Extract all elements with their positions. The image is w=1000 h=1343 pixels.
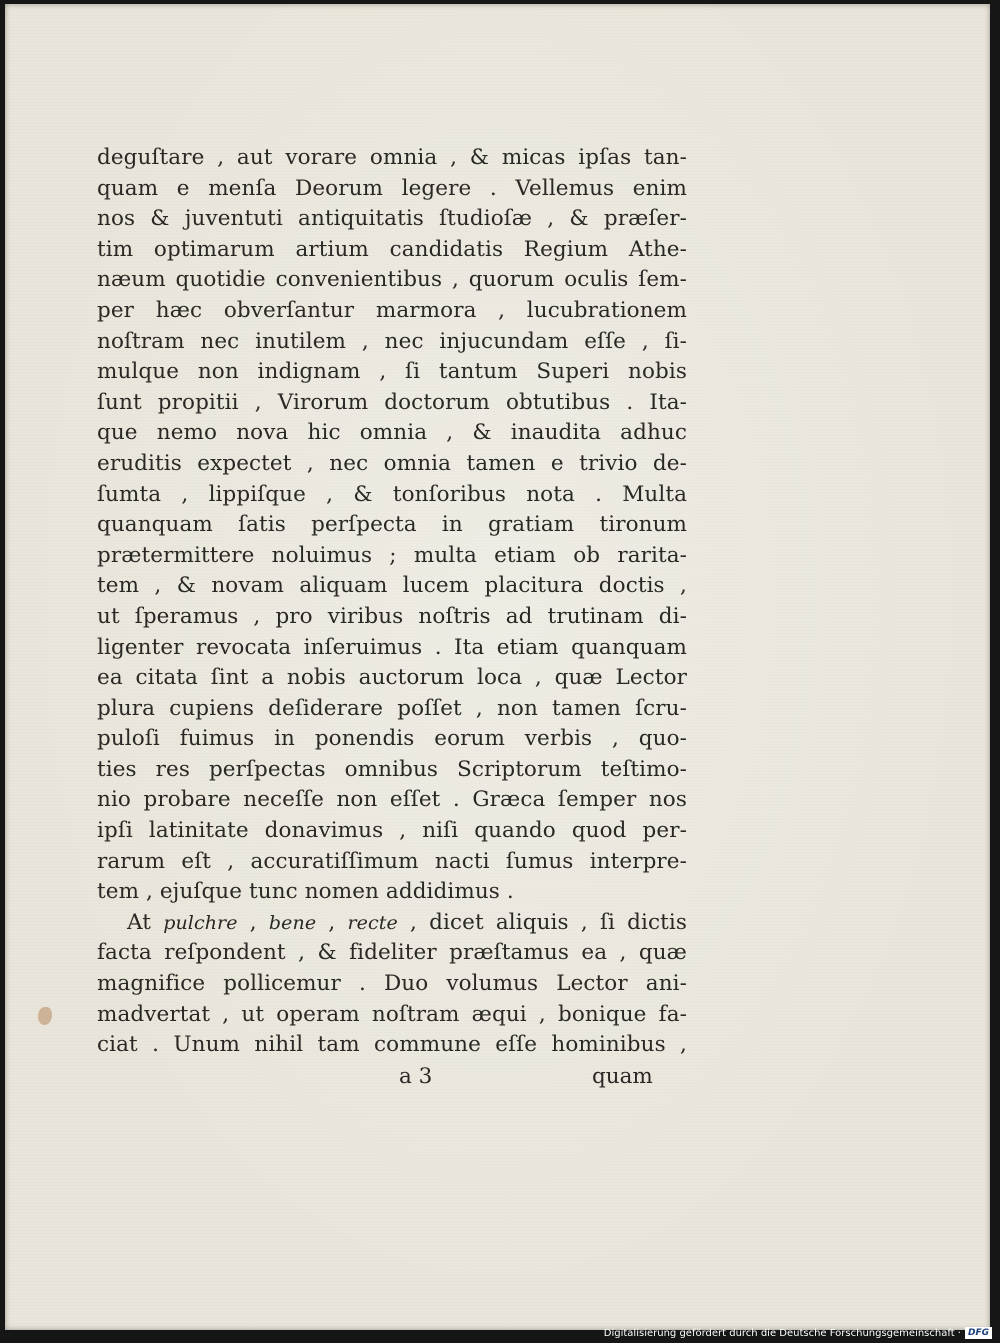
text-line: puloſi fuimus in ponendis eorum verbis , quo- xyxy=(97,726,687,752)
paragraph-opening-line xyxy=(97,908,687,939)
italic-word: pulchre xyxy=(163,911,238,934)
signature-mark: a 3 xyxy=(399,1064,433,1089)
text-line: plura cupiens deſiderare poſſet , non tamen ſcru- xyxy=(97,695,687,721)
text-line: næum quotidie convenientibus , quorum oculis ſem- xyxy=(97,267,687,293)
text-separator: , xyxy=(237,909,269,935)
text-line: ſunt propitii , Virorum doctorum obtutibus . Ita- xyxy=(97,389,687,415)
text-line: mulque non indignam , ſi tantum Superi nobis xyxy=(97,359,687,385)
text-line: nio probare neceſſe non eſſet . Græca ſemper nos xyxy=(97,787,687,813)
credit-text: Digitalisierung gefördert durch die Deutsche Forschungsgemeinschaft · xyxy=(603,1327,961,1339)
text-line: rarum eſt , accuratiſſimum nacti ſumus interpre- xyxy=(97,848,687,874)
text-line: prætermittere noluimus ; multa etiam ob rarita- xyxy=(97,542,687,568)
text-line: per hæc obverſantur marmora , lucubrationem xyxy=(97,297,687,323)
text-line: deguſtare , aut vorare omnia , & micas ipſas tan- xyxy=(97,145,687,170)
text-line: que nemo nova hic omnia , & inaudita adhuc xyxy=(97,420,687,446)
text-line: quanquam ſatis perſpecta in gratiam tironum xyxy=(97,512,687,538)
paper-stain xyxy=(38,1007,52,1025)
text-fragment: , dicet aliquis , ſi dictis xyxy=(397,909,688,935)
page-foot xyxy=(97,1062,687,1092)
text-line: ipſi latinitate donavimus , niſi quando quod per- xyxy=(97,818,687,844)
digitization-credit xyxy=(604,1326,992,1340)
text-line: tim optimarum artium candidatis Regium Athe- xyxy=(97,236,687,262)
text-line: tem , & novam aliquam lucem placitura doctis , xyxy=(97,573,687,599)
text-line: nos & juventuti antiquitatis ſtudioſæ , & præſer- xyxy=(97,206,687,232)
italic-word: bene xyxy=(268,911,317,934)
text-line: ea citata ſint a nobis auctorum loca , quæ Lector xyxy=(97,665,687,691)
text-line: ciat . Unum nihil tam commune eſſe hominibus , xyxy=(97,1032,687,1058)
text-line: ſumta , lippiſque , & tonſoribus nota . Multa xyxy=(97,481,687,507)
text-line: tem , ejuſque tunc nomen addidimus . xyxy=(97,879,514,905)
text-line: madvertat , ut operam noſtram æqui , bonique fa- xyxy=(97,1001,687,1027)
text-line: ligenter revocata inſeruimus . Ita etiam quanquam xyxy=(97,634,687,660)
text-line: ut ſperamus , pro viribus noſtris ad trutinam di- xyxy=(97,603,687,629)
catchword: quam xyxy=(592,1064,653,1089)
text-line: eruditis expectet , nec omnia tamen e trivio de- xyxy=(97,450,687,476)
italic-word: recte xyxy=(347,911,398,934)
text-separator: , xyxy=(316,909,348,935)
dfg-logo: DFG xyxy=(965,1327,992,1339)
text-line: noſtram nec inutilem , nec injucundam eſſe , ſi- xyxy=(97,328,687,354)
text-line: quam e menſa Deorum legere . Vellemus enim xyxy=(97,175,687,201)
body-text xyxy=(97,143,687,1061)
text-line: ties res perſpectas omnibus Scriptorum teſtimo- xyxy=(97,756,687,782)
text-line: magnifice pollicemur . Duo volumus Lector ani- xyxy=(97,971,687,997)
text-line: facta reſpondent , & fideliter præſtamus ea , quæ xyxy=(97,940,687,966)
text-word: At xyxy=(127,909,151,935)
